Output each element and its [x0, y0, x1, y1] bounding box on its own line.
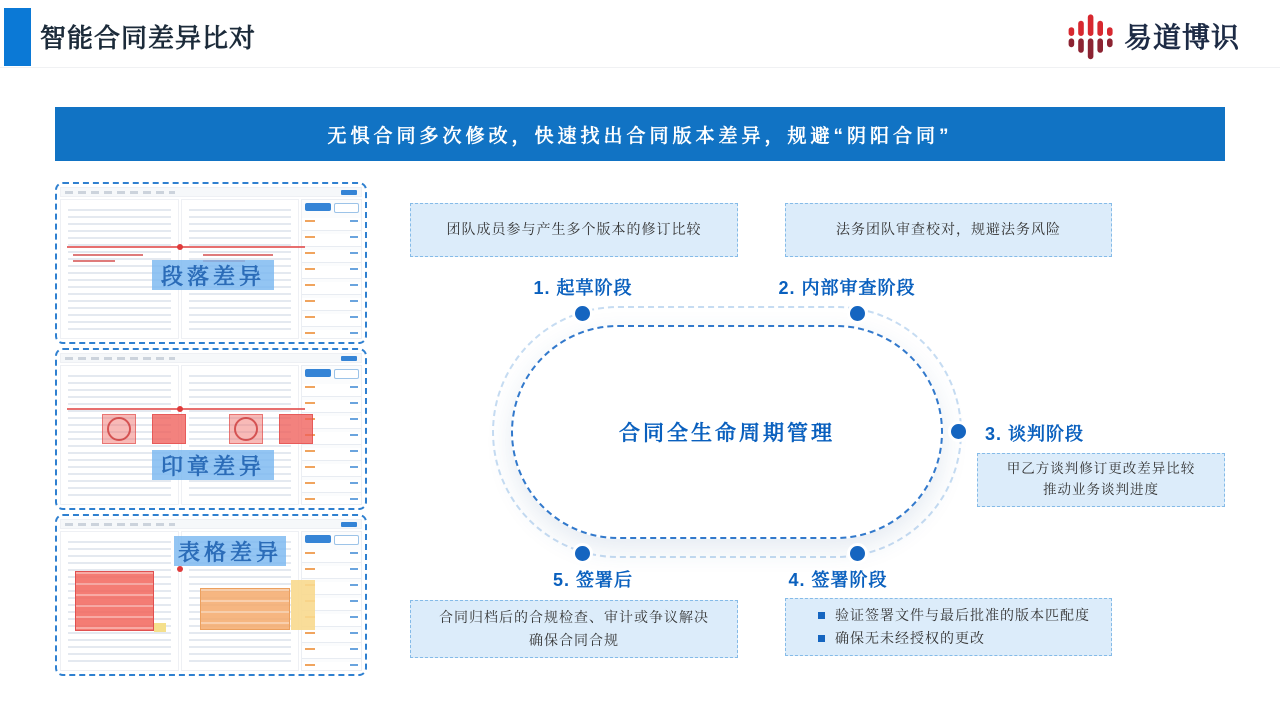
- seal-diff-thumbnail: [55, 348, 367, 510]
- diff-connector-dot: [177, 406, 183, 412]
- headline-banner: [55, 107, 1225, 161]
- lifecycle-center-label: 合同全生命周期管理: [619, 422, 835, 445]
- table-highlight-yellow-tab: [154, 623, 166, 632]
- bullet-square-icon: [818, 635, 825, 642]
- stage5-note-line2: 确保合同合规: [529, 632, 619, 648]
- diff-type-label: 印章差异: [152, 450, 274, 480]
- stage3-note-line1: 甲乙方谈判修订更改差异比较: [1006, 461, 1196, 477]
- stage3-title: 3. 谈判阶段: [985, 424, 1085, 444]
- table-highlight-red: [75, 571, 154, 631]
- diff-connector-dot: [177, 244, 183, 250]
- stage2-note: [785, 203, 1112, 257]
- stage4-bullet-row: [786, 604, 1111, 627]
- header: [0, 0, 1280, 68]
- bullet-square-icon: [818, 612, 825, 619]
- diff-type-label: 段落差异: [152, 260, 274, 290]
- stage1-note: [410, 203, 738, 257]
- stage2-node-dot: [850, 306, 865, 321]
- stage1-node-dot: [575, 306, 590, 321]
- brand-soundwave-icon: [1067, 11, 1115, 61]
- headline-text: 无惧合同多次修改，快速找出合同版本差异，规避“阴阳合同”: [327, 125, 953, 147]
- stage5-note-line1: 合同归档后的合规检查、审计或争议解决: [439, 608, 709, 625]
- stage4-bullet-row: [786, 627, 1111, 650]
- stage4-title: 4. 签署阶段: [788, 570, 888, 590]
- diff-type-label: 表格差异: [174, 536, 286, 566]
- stage2-title: 2. 内部审查阶段: [778, 278, 916, 298]
- seal-highlight: [102, 414, 136, 444]
- seal-stamp: [234, 417, 258, 441]
- table-diff-thumbnail: [55, 514, 367, 676]
- seal-highlight: [279, 414, 313, 444]
- changed-text-mark: [203, 254, 273, 256]
- stage5-note: [410, 600, 738, 658]
- table-highlight-orange: [200, 588, 290, 630]
- diff-connector-dot: [177, 566, 183, 572]
- stage3-note-line2: 推动业务谈判进度: [1043, 482, 1159, 497]
- paragraph-diff-thumbnail: [55, 182, 367, 344]
- stage4-node-dot: [850, 546, 865, 561]
- title-accent-bar: [4, 8, 31, 66]
- diff-connector-line: [67, 408, 305, 410]
- diff-connector-line: [67, 246, 305, 248]
- stage1-title: 1. 起草阶段: [533, 278, 633, 298]
- stage3-node-dot: [951, 424, 966, 439]
- mini-toolbar: [60, 187, 362, 197]
- diff-list-tags: [305, 220, 358, 335]
- stage5-node-dot: [575, 546, 590, 561]
- stage4-note: [785, 598, 1112, 656]
- changed-text-mark: [73, 260, 115, 262]
- seal-highlight: [152, 414, 186, 444]
- diff-list-sidebar: [301, 199, 362, 339]
- stage1-note-text: 团队成员参与产生多个版本的修订比较: [446, 221, 702, 238]
- stage2-note-text: 法务团队审查校对，规避法务风险: [836, 221, 1061, 238]
- seal-stamp: [107, 417, 131, 441]
- page-title: 智能合同差异比对: [40, 23, 257, 53]
- table-highlight-yellow: [291, 580, 315, 630]
- stage4-bullet1: 验证签署文件与最后批准的版本匹配度: [835, 606, 1090, 623]
- stage5-title: 5. 签署后: [552, 570, 633, 590]
- stage4-bullet2: 确保无未经授权的更改: [835, 630, 985, 646]
- mini-toolbar: [60, 519, 362, 529]
- mini-toolbar: [60, 353, 362, 363]
- changed-text-mark: [73, 254, 143, 256]
- brand-logo: [1067, 10, 1240, 62]
- stage3-note: [977, 453, 1225, 507]
- seal-highlight: [229, 414, 263, 444]
- lifecycle-ring-inner: [511, 325, 943, 539]
- brand-name: 易道博识: [1123, 22, 1240, 53]
